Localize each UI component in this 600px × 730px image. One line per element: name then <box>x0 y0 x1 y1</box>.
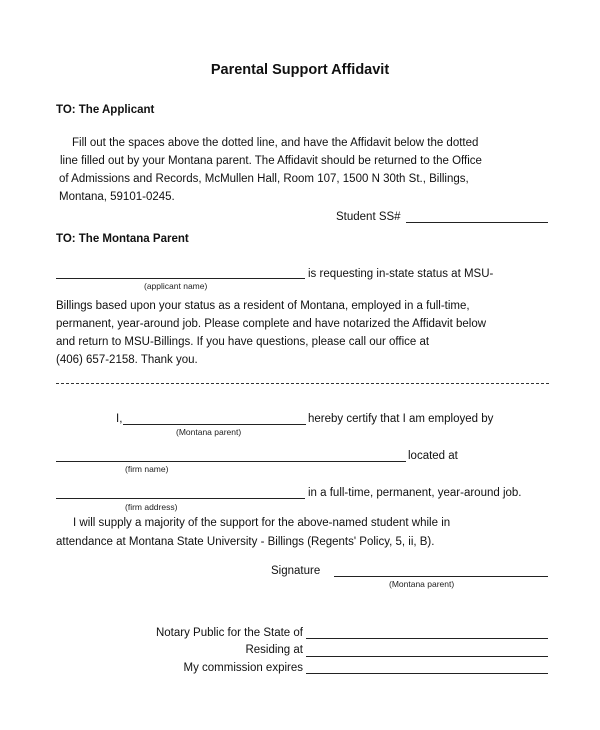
montana-parent-caption: (Montana parent) <box>176 427 242 437</box>
notary-residing-label: Residing at <box>245 644 303 656</box>
firm-address-field[interactable] <box>56 498 305 499</box>
notary-commission-field[interactable] <box>306 673 548 674</box>
i-label: I, <box>116 413 123 425</box>
located-text: located at <box>408 450 458 462</box>
montana-parent-name-field[interactable] <box>123 424 306 425</box>
parent-instruction-line: Billings based upon your status as a resident of Montana, employed in a full-time, <box>56 300 470 312</box>
student-ss-field[interactable] <box>406 222 548 223</box>
applicant-instruction-line: Fill out the spaces above the dotted line, and have the Affidavit below the dotted <box>72 137 479 149</box>
support-statement-line: I will supply a majority of the support for the above-named student while in <box>73 517 451 529</box>
parent-instruction-line: and return to MSU-Billings. If you have questions, please call our office at <box>56 336 430 348</box>
applicant-instruction-line: Montana, 59101-0245. <box>59 191 175 203</box>
applicant-name-field[interactable] <box>56 278 305 279</box>
notary-state-label: Notary Public for the State of <box>155 627 303 639</box>
signature-caption: (Montana parent) <box>389 579 455 589</box>
parent-heading: TO: The Montana Parent <box>56 233 189 245</box>
support-statement-line: attendance at Montana State University - Billings (Regents' Policy, 5, ii, B). <box>56 536 435 548</box>
document-title: Parental Support Affidavit <box>210 62 390 78</box>
dotted-divider <box>56 383 549 384</box>
fulltime-text: in a full-time, permanent, year-around job. <box>308 487 522 499</box>
certify-text: hereby certify that I am employed by <box>308 413 494 425</box>
student-ss-label: Student SS# <box>336 211 401 223</box>
firm-name-caption: (firm name) <box>125 464 169 474</box>
applicant-name-caption: (applicant name) <box>144 281 208 291</box>
notary-commission-label: My commission expires <box>183 662 303 674</box>
applicant-heading: TO: The Applicant <box>56 104 155 116</box>
parent-instruction-line: permanent, year-around job. Please complete and have notarized the Affidavit below <box>56 318 487 330</box>
firm-name-field[interactable] <box>56 461 406 462</box>
signature-field[interactable] <box>334 576 548 577</box>
firm-address-caption: (firm address) <box>125 502 178 512</box>
requesting-text: is requesting in-state status at MSU- <box>308 268 494 280</box>
parent-instruction-line: (406) 657-2158. Thank you. <box>56 354 198 366</box>
notary-residing-field[interactable] <box>306 656 548 657</box>
signature-label: Signature <box>271 565 321 577</box>
applicant-instruction-line: line filled out by your Montana parent. The Affidavit should be returned to the Office <box>60 155 482 167</box>
applicant-instruction-line: of Admissions and Records, McMullen Hall, Room 107, 1500 N 30th St., Billings, <box>59 173 469 185</box>
notary-state-field[interactable] <box>306 638 548 639</box>
